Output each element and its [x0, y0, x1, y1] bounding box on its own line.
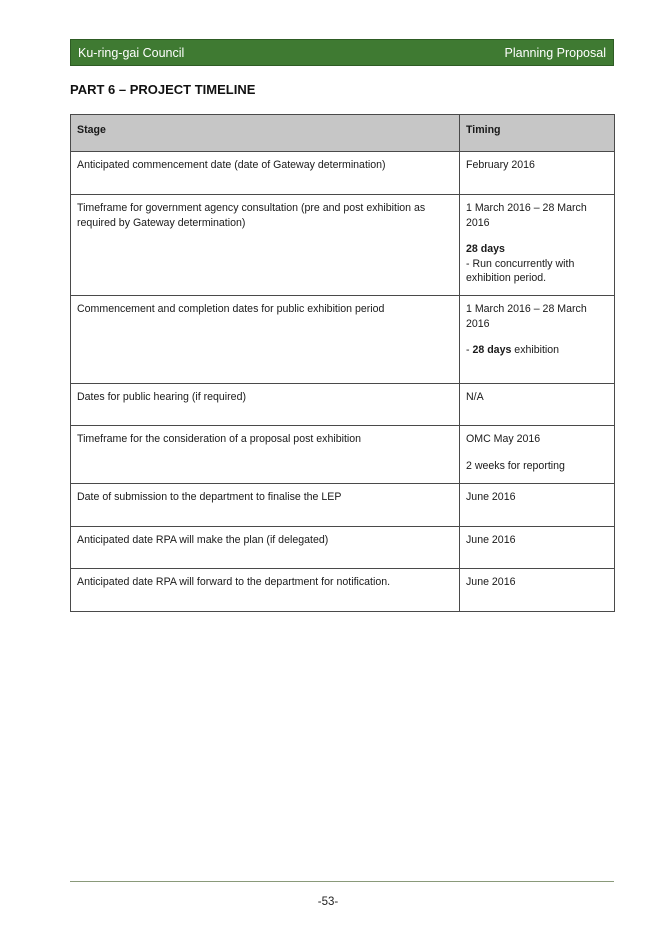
column-header-timing: Timing: [460, 115, 615, 152]
timing-dates: 1 March 2016 – 28 March 2016: [466, 303, 587, 330]
timing-prefix: -: [466, 344, 473, 357]
table-row: [71, 569, 615, 612]
timing-cell: N/A: [460, 384, 615, 426]
table-row: [71, 527, 615, 569]
timing-note: - Run concurrently with exhibition period.: [466, 257, 575, 285]
stage-cell: Timeframe for government agency consultation (pre and post exhibition as required by Gateway determination): [71, 195, 460, 296]
table-row: [71, 426, 615, 484]
timing-cell: June 2016: [460, 569, 615, 612]
timing-cell: June 2016: [460, 484, 615, 527]
section-title: PART 6 – PROJECT TIMELINE: [70, 82, 256, 97]
table-row: [71, 296, 615, 384]
table-row: [71, 152, 615, 195]
timing-meeting: OMC May 2016: [466, 433, 541, 445]
stage-cell: Commencement and completion dates for public exhibition period: [71, 296, 460, 384]
table-row: [71, 384, 615, 426]
timing-duration: 28 days: [466, 243, 505, 256]
header-document-type: Planning Proposal: [504, 45, 606, 60]
footer-divider: [70, 881, 614, 882]
timing-cell: [460, 296, 615, 384]
timing-suffix: exhibition: [511, 344, 560, 357]
stage-cell: Anticipated commencement date (date of Gateway determination): [71, 152, 460, 195]
timing-note: 2 weeks for reporting: [466, 459, 565, 472]
timing-cell: February 2016: [460, 152, 615, 195]
stage-cell: Anticipated date RPA will make the plan (if delegated): [71, 527, 460, 569]
project-timeline-table: [70, 114, 615, 612]
page-number: -53-: [317, 896, 339, 908]
timing-cell: [460, 426, 615, 484]
timing-cell: June 2016: [460, 527, 615, 569]
page-header: [70, 39, 614, 66]
header-organisation: Ku-ring-gai Council: [78, 45, 185, 60]
timing-duration-line: [466, 343, 608, 358]
timing-cell: [460, 195, 615, 296]
stage-cell: Date of submission to the department to finalise the LEP: [71, 484, 460, 527]
table-header-row: [71, 115, 615, 152]
stage-cell: Anticipated date RPA will forward to the department for notification.: [71, 569, 460, 612]
stage-cell: Timeframe for the consideration of a proposal post exhibition: [71, 426, 460, 484]
table-row: [71, 484, 615, 527]
table-row: [71, 195, 615, 296]
timing-dates: 1 March 2016 – 28 March 2016: [466, 202, 587, 229]
timing-duration: 28 days: [472, 344, 512, 357]
stage-cell: Dates for public hearing (if required): [71, 384, 460, 426]
column-header-stage: Stage: [71, 115, 460, 152]
